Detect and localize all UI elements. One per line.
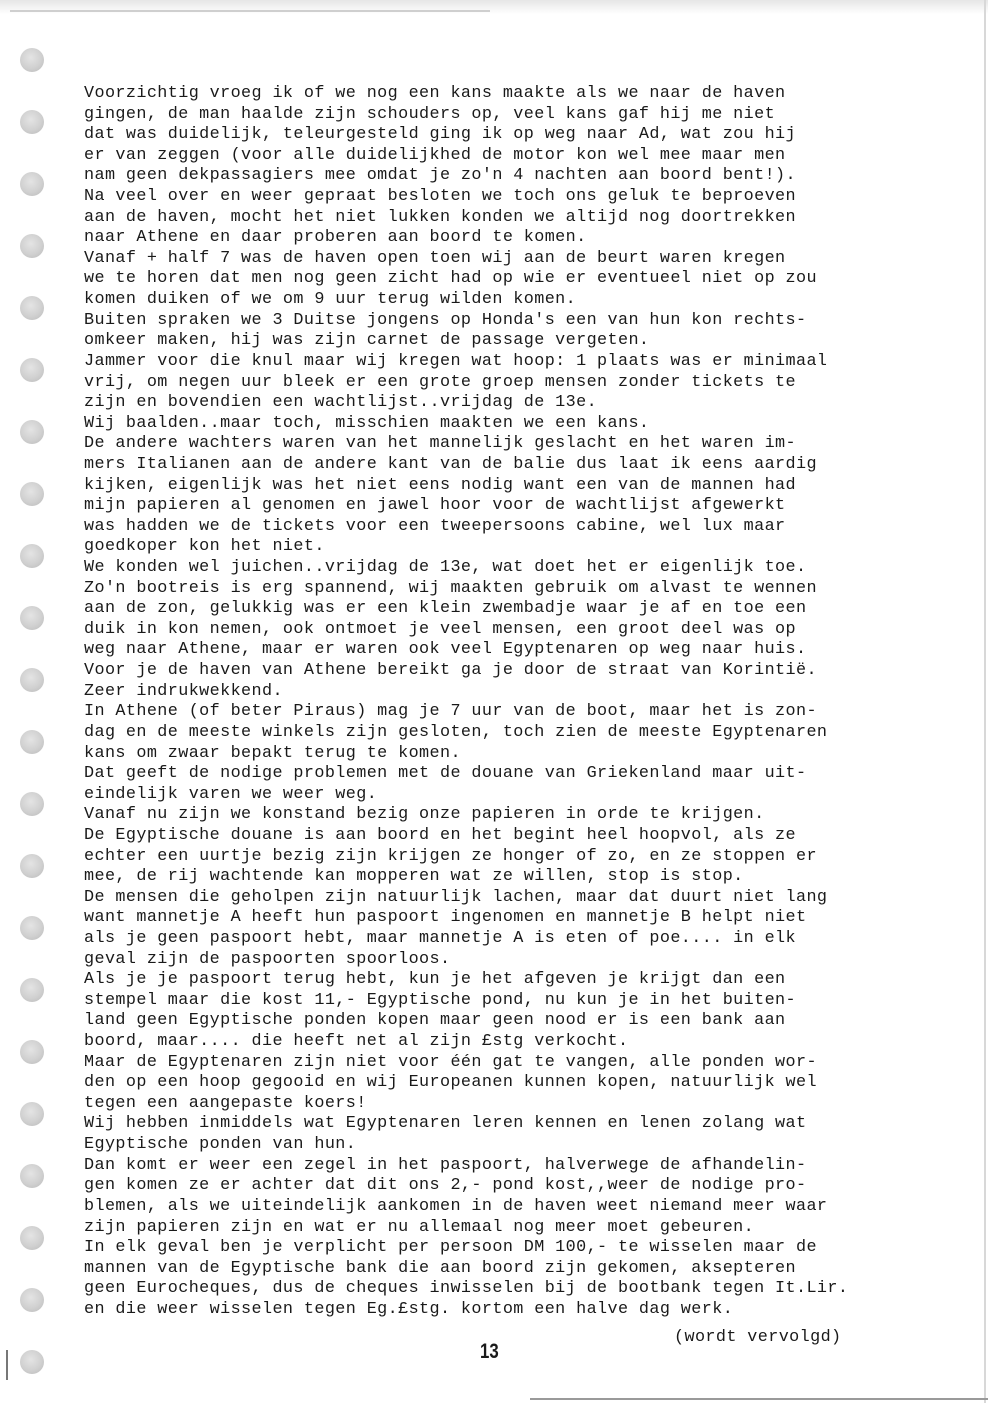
text-line: boord, maar.... die heeft net al zijn £stg verkocht. (84, 1032, 629, 1052)
text-line: naar Athene en daar proberen aan boord te komen. (84, 228, 587, 248)
scan-edge-line (10, 10, 490, 12)
binder-hole (20, 606, 44, 630)
text-line: De mensen die geholpen zijn natuurlijk lachen, maar dat duurt niet lang (84, 887, 828, 907)
text-line: Voorzichtig vroeg ik of we nog een kans maakte als we naar de haven (84, 84, 786, 103)
binder-hole (20, 1164, 44, 1188)
text-line: We konden wel juichen..vrijdag de 13e, wat doet het er eigenlijk toe. (84, 558, 807, 578)
text-line: Wij hebben inmiddels wat Egyptenaren leren kennen en lenen zolang wat (84, 1114, 807, 1134)
text-line: mee, de rij wachtende kan mopperen wat ze willen, stop is stop. (84, 867, 744, 887)
binder-hole (20, 48, 44, 72)
text-line: den op een hoop gegooid en wij Europeanen kunnen kopen, natuurlijk wel (84, 1073, 817, 1093)
text-line: Maar de Egyptenaren zijn niet voor één gat te vangen, alle ponden wor- (84, 1052, 817, 1072)
binder-hole (20, 1102, 44, 1126)
body-text (84, 84, 974, 1321)
text-line: eindelijk varen we weer weg. (84, 784, 378, 804)
binder-hole (20, 110, 44, 134)
text-line: Dan komt er weer een zegel in het paspoort, halverwege de afhandelin- (84, 1155, 807, 1175)
text-line: goedkoper kon het niet. (84, 537, 325, 557)
text-line: mers Italianen aan de andere kant van de balie dus laat ik eens aardig (84, 454, 817, 474)
text-line: zijn papieren zijn en wat er nu allemaal nog meer moet gebeuren. (84, 1217, 755, 1237)
text-line: De Egyptische douane is aan boord en het begint heel hoopvol, als ze (84, 825, 796, 845)
text-line: als je geen paspoort hebt, maar mannetje A is eten of poe.... in elk (84, 928, 796, 948)
binder-hole (20, 1040, 44, 1064)
text-line: gingen, de man haalde zijn schouders op, veel kans gaf hij me niet (84, 104, 776, 124)
text-line: echter een uurtje bezig zijn krijgen ze honger of zo, en ze stoppen er (84, 846, 817, 866)
binder-holes (20, 48, 46, 1403)
text-line: mijn papieren al genomen en jawel hoor voor de wachtlijst afgewerkt (84, 496, 786, 516)
text-line: Vanaf nu zijn we konstand bezig onze papieren in orde te krijgen. (84, 805, 765, 825)
text-line: Egyptische ponden van hun. (84, 1135, 357, 1155)
scan-bottom-line (530, 1398, 988, 1400)
text-line: tegen een aangepaste koers! (84, 1093, 367, 1113)
binder-hole (20, 482, 44, 506)
text-line: Buiten spraken we 3 Duitse jongens op Honda's een van hun kon rechts- (84, 310, 807, 330)
text-line: zijn en bovendien een wachtlijst..vrijdag de 13e. (84, 393, 598, 413)
text-line: weg naar Athene, maar er waren ook veel Egyptenaren op weg naar huis. (84, 640, 807, 660)
binder-hole (20, 1226, 44, 1250)
text-line: Als je je paspoort terug hebt, kun je het afgeven je krijgt dan een (84, 970, 786, 990)
text-line: In Athene (of beter Piraus) mag je 7 uur van de boot, maar het is zon- (84, 702, 817, 722)
text-line: Wij baalden..maar toch, misschien maakten we een kans. (84, 413, 650, 433)
text-line: In elk geval ben je verplicht per persoon DM 100,- te wisselen maar de (84, 1238, 817, 1258)
text-line: omkeer maken, hij was zijn carnet de passage vergeten. (84, 331, 650, 351)
binder-hole (20, 234, 44, 258)
page-right-edge (984, 0, 986, 1403)
text-line: mannen van de Egyptische bank die aan boord zijn gekomen, aksepteren (84, 1258, 796, 1278)
text-line: stempel maar die kost 11,- Egyptische pond, nu kun je in het buiten- (84, 990, 796, 1010)
text-line: Na veel over en weer gepraat besloten we toch ons geluk te beproeven (84, 187, 796, 207)
text-line: aan de zon, gelukkig was er een klein zwembadje waar je af en toe een (84, 599, 807, 619)
binder-hole (20, 978, 44, 1002)
text-line: Zeer indrukwekkend. (84, 681, 283, 701)
text-line: en die weer wisselen tegen Eg.£stg. kortom een halve dag werk. (84, 1299, 734, 1319)
text-line: geval zijn de paspoorten spoorloos. (84, 949, 451, 969)
binder-hole (20, 172, 44, 196)
text-line: Voor je de haven van Athene bereikt ga je door de straat van Korintië. (84, 661, 817, 681)
text-line: blemen, als we uiteindelijk aankomen in de haven weet niemand meer waar (84, 1196, 828, 1216)
text-line: kans om zwaar bepakt terug te komen. (84, 743, 461, 763)
text-line: want mannetje A heeft hun paspoort ingenomen en mannetje B helpt niet (84, 908, 807, 928)
binder-hole (20, 296, 44, 320)
page-number: 13 (480, 1340, 499, 1363)
text-line: was hadden we de tickets voor een tweepersoons cabine, wel lux maar (84, 516, 786, 536)
continued-note: (wordt vervolgd) (674, 1328, 842, 1347)
text-line: duik in kon nemen, ook ontmoet je veel mensen, een groot deel was op (84, 619, 796, 639)
text-line: land geen Egyptische ponden kopen maar geen nood er is een bank aan (84, 1011, 786, 1031)
text-line: komen duiken of we om 9 uur terug wilden komen. (84, 290, 577, 310)
text-line: vrij, om negen uur bleek er een grote groep mensen zonder tickets te (84, 372, 796, 392)
binder-hole (20, 358, 44, 382)
text-line: kijken, eigenlijk was het niet eens nodig want een van de mannen had (84, 475, 796, 495)
binder-hole (20, 916, 44, 940)
binder-hole (20, 854, 44, 878)
binder-hole (20, 792, 44, 816)
binder-hole (20, 668, 44, 692)
scan-mark (6, 1350, 8, 1380)
text-line: Zo'n bootreis is erg spannend, wij maakten gebruik om alvast te wennen (84, 578, 817, 598)
binder-hole (20, 1288, 44, 1312)
text-line: gen komen ze er achter dat dit ons 2,- pond kost,,weer de nodige pro- (84, 1176, 807, 1196)
text-line: Jammer voor die knul maar wij kregen wat hoop: 1 plaats was er minimaal (84, 351, 828, 371)
text-line: geen Eurocheques, dus de cheques inwisselen bij de bootbank tegen It.Lir. (84, 1279, 849, 1299)
text-line: dat was duidelijk, teleurgesteld ging ik op weg naar Ad, wat zou hij (84, 125, 796, 145)
binder-hole (20, 1350, 44, 1374)
text-line: Vanaf + half 7 was de haven open toen wij aan de beurt waren kregen (84, 248, 786, 268)
text-line: aan de haven, mocht het niet lukken konden we altijd nog doortrekken (84, 207, 796, 227)
text-line: De andere wachters waren van het mannelijk geslacht en het waren im- (84, 434, 796, 454)
binder-hole (20, 730, 44, 754)
text-line: nam geen dekpassagiers mee omdat je zo'n 4 nachten aan boord bent!). (84, 166, 796, 186)
binder-hole (20, 420, 44, 444)
text-line: dag en de meeste winkels zijn gesloten, toch zien de meeste Egyptenaren (84, 722, 828, 742)
binder-hole (20, 544, 44, 568)
text-line: we te horen dat men nog geen zicht had op wie er eventueel niet op zou (84, 269, 817, 289)
text-line: Dat geeft de nodige problemen met de douane van Griekenland maar uit- (84, 764, 807, 784)
text-line: er van zeggen (voor alle duidelijkhed de motor kon wel mee maar men (84, 145, 786, 165)
